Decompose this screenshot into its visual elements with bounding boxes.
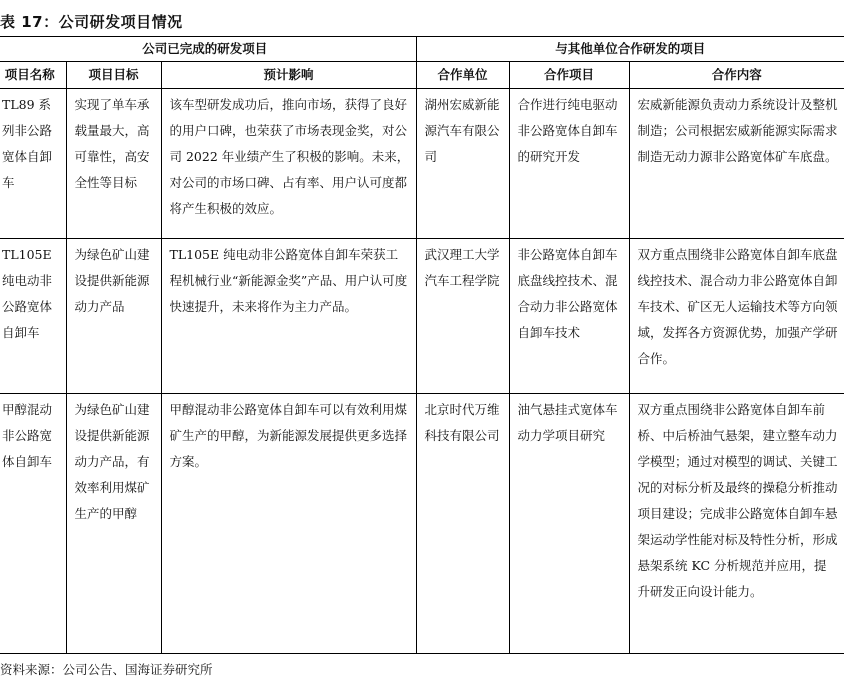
table-title: 表 17：公司研发项目情况: [0, 13, 183, 31]
cell-coop-project: 油气悬挂式宽体车动力学项目研究: [509, 394, 629, 654]
col-header-coop-project: 合作项目: [509, 62, 629, 89]
col-header-name: 项目名称: [0, 62, 66, 89]
cell-coop-project: 非公路宽体自卸车底盘线控技术、混合动力非公路宽体自卸车技术: [509, 239, 629, 394]
cell-goal: 为绿色矿山建设提供新能源动力产品: [66, 239, 161, 394]
table-row: [0, 239, 844, 394]
cell-partner: 北京时代万维科技有限公司: [416, 394, 509, 654]
group-header-completed: 公司已完成的研发项目: [0, 37, 416, 62]
source-note: 资料来源：公司公告、国海证券研究所: [0, 662, 213, 677]
cell-partner: 湖州宏威新能源汽车有限公司: [416, 89, 509, 239]
rd-projects-table: [0, 36, 844, 654]
table-row: [0, 89, 844, 239]
col-header-goal: 项目目标: [66, 62, 161, 89]
cell-name: TL89 系列非公路宽体自卸车: [0, 89, 66, 239]
table-row: [0, 394, 844, 654]
cell-coop-project: 合作进行纯电驱动非公路宽体自卸车的研究开发: [509, 89, 629, 239]
cell-coop-content: 宏威新能源负责动力系统设计及整机制造；公司根据宏威新能源实际需求制造无动力源非公路宽体矿车底盘。: [629, 89, 844, 239]
cell-impact: TL105E 纯电动非公路宽体自卸车荣获工程机械行业“新能源金奖”产品、用户认可度快速提升，未来将作为主力产品。: [161, 239, 416, 394]
col-header-partner: 合作单位: [416, 62, 509, 89]
cell-coop-content: 双方重点围绕非公路宽体自卸车前桥、中后桥油气悬架，建立整车动力学模型；通过对模型的调试、关键工况的对标分析及最终的操稳分析推动项目建设；完成非公路宽体自卸车悬架运动学性能对标及特性分析，形成悬架系统 KC 分析规范并应用，提升研发正向设计能力。: [629, 394, 844, 654]
col-header-coop-content: 合作内容: [629, 62, 844, 89]
cell-name: 甲醇混动非公路宽体自卸车: [0, 394, 66, 654]
cell-impact: 甲醇混动非公路宽体自卸车可以有效利用煤矿生产的甲醇，为新能源发展提供更多选择方案。: [161, 394, 416, 654]
cell-impact: 该车型研发成功后，推向市场，获得了良好的用户口碑，也荣获了市场表现金奖，对公司 2022 年业绩产生了积极的影响。未来，对公司的市场口碑、占有率、用户认可度都将产生积极的效应。: [161, 89, 416, 239]
cell-goal: 实现了单车承载量最大，高可靠性，高安全性等目标: [66, 89, 161, 239]
cell-coop-content: 双方重点围绕非公路宽体自卸车底盘线控技术、混合动力非公路宽体自卸车技术、矿区无人运输技术等方向领域，发挥各方资源优势，加强产学研合作。: [629, 239, 844, 394]
cell-goal: 为绿色矿山建设提供新能源动力产品，有效率利用煤矿生产的甲醇: [66, 394, 161, 654]
cell-partner: 武汉理工大学汽车工程学院: [416, 239, 509, 394]
col-header-impact: 预计影响: [161, 62, 416, 89]
cell-name: TL105E 纯电动非公路宽体自卸车: [0, 239, 66, 394]
group-header-cooperation: 与其他单位合作研发的项目: [416, 37, 844, 62]
